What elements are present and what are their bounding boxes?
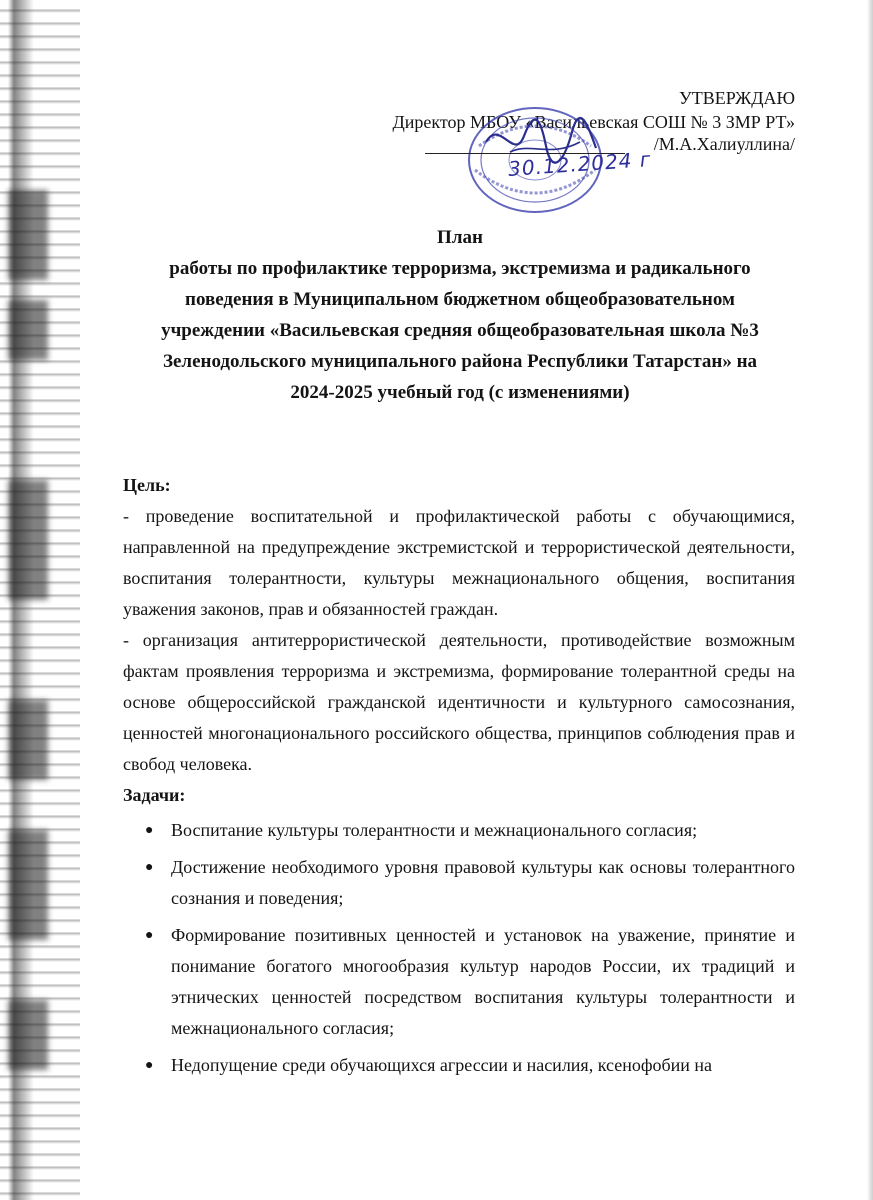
scan-edge-artifact: [0, 0, 80, 1200]
title-line: План: [437, 227, 483, 248]
goal-paragraph: - проведение воспитательной и профилактической работы с обучающимися, направленной на предупреждение экстремистской и террористической деятельности, воспитания толерантности, культуры межнационального общения, воспитания уважения законов, прав и обязанностей граждан.: [123, 506, 795, 619]
title-line: поведения в Муниципальном бюджетном общеобразовательном: [185, 289, 735, 310]
bullet-icon: ●: [145, 1058, 154, 1073]
task-text: Воспитание культуры толерантности и межнационального согласия;: [171, 820, 698, 840]
task-text: Формирование позитивных ценностей и установок на уважение, принятие и понимание богатого многообразия культур народов России, их традиций и этнических ценностей посредством воспитания культуры толерантности и межнационального согласия;: [171, 925, 795, 1038]
tasks-list: [123, 815, 795, 1081]
director-name: /М.А.Халиуллина/: [653, 134, 795, 154]
bullet-icon: ●: [145, 860, 154, 875]
tasks-heading: Задачи:: [123, 785, 186, 805]
document-body: [123, 470, 795, 1087]
title-line: работы по профилактике терроризма, экстремизма и радикального: [169, 258, 751, 279]
task-item: [123, 815, 795, 846]
title-line: 2024-2025 учебный год (с изменениями): [290, 382, 630, 403]
bullet-icon: ●: [145, 928, 154, 943]
task-item: [123, 920, 795, 1044]
scan-right-edge: [867, 0, 873, 1200]
task-item: [123, 1050, 795, 1081]
title-line: Зеленодольского муниципального района Республики Татарстан» на: [162, 351, 758, 372]
task-item: [123, 852, 795, 914]
goal-paragraph: - организация антитеррористической деятельности, противодействие возможным фактам проявления терроризма и экстремизма, формирование толерантной среды на основе общероссийской гражданской идентичности и культурного самосознания, ценностей многонационального российского общества, принципов соблюдения прав и свобод человека.: [123, 630, 795, 774]
title-line: учреждении «Васильевская средняя общеобразовательная школа №3: [161, 320, 759, 341]
approval-date: 30.12.2024 г: [507, 147, 653, 181]
approve-label: УТВЕРЖДАЮ: [678, 88, 795, 108]
goal-heading: Цель:: [123, 475, 171, 495]
director-line: Директор МБОУ «Васильевская СОШ № 3 ЗМР РТ»: [392, 112, 795, 132]
task-text: Недопущение среди обучающихся агрессии и насилия, ксенофобии на: [171, 1055, 713, 1075]
document-title: [140, 222, 780, 408]
task-text: Достижение необходимого уровня правовой культуры как основы толерантного сознания и поведения;: [171, 857, 795, 908]
bullet-icon: ●: [145, 823, 154, 838]
